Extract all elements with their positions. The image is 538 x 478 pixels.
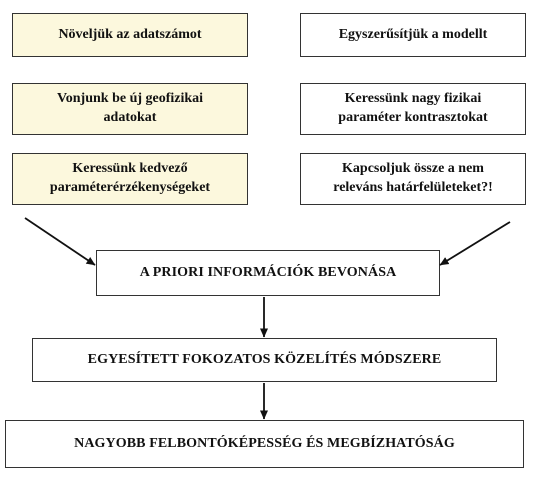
arrow-right-diagonal xyxy=(440,222,510,265)
left-box-2-text: Vonjunk be új geofizikai adatokat xyxy=(56,91,204,125)
apriori-box-text: A PRIORI INFORMÁCIÓK BEVONÁSA xyxy=(139,264,397,280)
right-box-2-text: Keressünk nagy fizikai paraméter kontrasztokat xyxy=(338,91,488,125)
left-box-1-text: Növeljük az adatszámot xyxy=(58,26,202,42)
left-box-3-text: Keressünk kedvező paraméterérzékenységeket xyxy=(49,161,211,195)
arrow-left-diagonal xyxy=(25,218,95,265)
right-box-3-text: Kapcsoljuk össze a nem releváns határfelületeket?! xyxy=(333,161,493,195)
result-box-text: NAGYOBB FELBONTÓKÉPESSÉG ÉS MEGBÍZHATÓSÁG xyxy=(74,435,455,451)
method-box-text: EGYESÍTETT FOKOZATOS KÖZELÍTÉS MÓDSZERE xyxy=(87,351,442,367)
right-box-1-text: Egyszerűsítjük a modellt xyxy=(338,26,488,42)
